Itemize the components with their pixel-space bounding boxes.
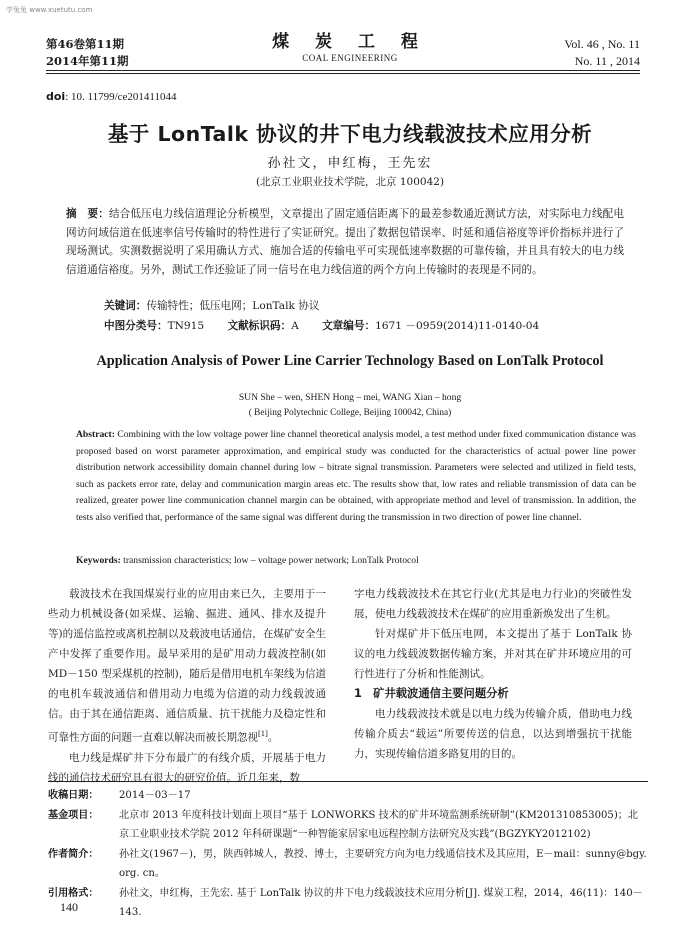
- keywords-cn: [104, 298, 319, 313]
- keywords-cn-text: 传输特性；低压电网；LonTalk 协议: [146, 300, 320, 312]
- section-heading: 1 矿井载波通信主要问题分析: [354, 687, 509, 700]
- abstract-cn-text: 结合低压电力线信道理论分析模型，文章提出了固定通信距离下的最差参数通近测试方法，对实际电力线配电网访问域信道在低速率信号传输时的特性进行了实证研究。提出了数据包错误率、时延和通信裕度等评价指标并进行了现场测试。实测数据说明了采用确认方式、施加合适的传输电平可实现低速率数据的可靠传输，并且具有较大的电力线信道通信裕度。另外，测试工作还验证了同一信号在电力线信道的两个方向上传输时的表现是不同的。: [66, 208, 624, 276]
- volume-cn: 第46卷第11期: [46, 37, 125, 51]
- classification-row: [104, 318, 644, 333]
- keywords-en-text: transmission characteristics; low – voltage power network; LonTalk Protocol: [120, 555, 419, 566]
- body-paragraph: 载波技术在我国煤炭行业的应用由来已久，主要用于一些动力机械设备(如采煤、运输、掘进、通风、排水及提升等)的遥信监控或离机控制以及载波电话通信，在煤矿安全生产中发挥了重要作用。最早采用的是矿用动力载波控制(如 MD－150 型采煤机的控制)，随后是借用电机车架线为信道的电机车载波通信和借用动力电缆为信道的动力线载波通信。由于其在通信距离、通信质量、抗干扰能力及稳定性和可靠性方面的问题一直难以解决而被长期忽视[1]。: [48, 588, 326, 744]
- citation-ref: [1]: [258, 730, 268, 738]
- doc-code-value: A: [291, 320, 299, 332]
- abstract-en-label: Abstract:: [76, 429, 115, 440]
- article-number-label: 文章编号：: [322, 320, 376, 332]
- article-number-value: 1671 －0959(2014)11-0140-04: [375, 320, 540, 332]
- footnote-author-bio: 作者简介： 孙社文(1967－)，男，陕西韩城人，教授、博士，主要研究方向为电力线通信技术及其应用，E－mail：sunny@bgy. org. cn。: [48, 848, 647, 879]
- doc-code-label: 文献标识码：: [227, 320, 292, 332]
- header-rule: [46, 70, 640, 71]
- abstract-en: [76, 427, 636, 527]
- footnotes: [48, 786, 648, 923]
- keywords-cn-label: 关键词：: [104, 300, 147, 312]
- authors-en: SUN She – wen, SHEN Hong – mei, WANG Xian – hong: [238, 392, 462, 403]
- keywords-en: [76, 555, 419, 566]
- page-number: 140: [60, 900, 78, 914]
- footnote-received: 收稿日期： 2014－03－17: [48, 790, 191, 801]
- volume-en: Vol. 46 , No. 11: [564, 37, 640, 51]
- body-column-right: [354, 584, 632, 764]
- body-column-left: [48, 584, 326, 788]
- header-right: [564, 36, 640, 70]
- footnote-rule: [48, 781, 648, 782]
- year-issue-cn: 2014年第11期: [46, 54, 129, 68]
- abstract-en-text: Combining with the low voltage power line channel theoretical analysis model, a test method under fixed communication distance was proposed based on worst parameter approximation, and empirical study was conducted for the characteristics of actual power line power distribution network accessibility domain channel during low – bitrate signal transmission. Parameters were selected and utilized in field tests, such as packets error rate, delay and communication margin areas etc. The results show that, low rates and reliable transmission of data can be realized, greater power line communication channel margin can be obtained, with appropriate method and level of transmission. In addition, the tests also verified that, performance of the same signal was different during the transmission in two direction of power line channel.: [76, 429, 636, 523]
- header-rule-thin: [46, 73, 640, 74]
- affiliation-cn: (北京工业职业技术学院，北京 100042): [255, 176, 445, 188]
- doi-value: : 10. 11799/ce201411044: [65, 91, 177, 103]
- footnote-citation: 引用格式： 孙社文，申红梅，王先宏. 基于 LonTalk 协议的井下电力线载波技术应用分析[J]. 煤炭工程，2014，46(11)：140－143.: [48, 887, 643, 918]
- issue-en: No. 11 , 2014: [574, 54, 640, 68]
- body-paragraph: 电力线是煤矿井下分布最广的有线介质，开展基于电力线的通信技术研究具有很大的研究价值。近几年来，数: [48, 751, 326, 784]
- title-cn: 基于 LonTalk 协议的井下电力线载波技术应用分析: [107, 122, 593, 146]
- doi: [46, 90, 177, 103]
- title-en: Application Analysis of Power Line Carrier Technology Based on LonTalk Protocol: [96, 353, 604, 369]
- watermark: 学兔兔 www.xuetutu.com: [6, 6, 93, 14]
- journal-title-en: COAL ENGINEERING: [302, 53, 398, 63]
- footnote-funding: 基金项目： 北京市 2013 年度科技计划面上项目“基于 LONWORKS 技术的矿井环境监测系统研制”(KM201310853005)；北京工业职业技术学院 2012 年科研课题“一种智能家居家电远程控制方法研究及实践”(BGZYKY2012102): [48, 809, 638, 840]
- body-paragraph: 电力线载波技术就是以电力线为传输介质，借助电力线传输介质去“载运”所要传送的信息，以达到增强抗干扰能力，实现传输信道多路复用的目的。: [354, 708, 632, 760]
- header-center: [270, 32, 430, 65]
- clc-value: TN915: [167, 320, 205, 332]
- doi-label: doi: [46, 90, 66, 103]
- clc-label: 中图分类号：: [104, 320, 168, 332]
- journal-title-cn: 煤 炭 工 程: [272, 32, 428, 52]
- abstract-cn: [66, 205, 624, 279]
- authors-cn: 孙社文，申红梅，王先宏: [267, 156, 433, 171]
- keywords-en-label: Keywords:: [76, 555, 121, 566]
- header-left: [46, 36, 129, 70]
- abstract-cn-label: 摘 要：: [66, 208, 109, 220]
- body-paragraph: 针对煤矿井下低压电网，本文提出了基于 LonTalk 协议的电力线载波数据传输方案，并对其在矿井环境应用的可行性进行了分析和性能测试。: [354, 628, 632, 680]
- body-paragraph: 字电力线载波技术在其它行业(尤其是电力行业)的突破性发展，使电力线载波技术在煤矿的应用重新焕发出了生机。: [354, 588, 632, 620]
- affiliation-en: ( Beijing Polytechnic College, Beijing 100042, China): [248, 408, 452, 418]
